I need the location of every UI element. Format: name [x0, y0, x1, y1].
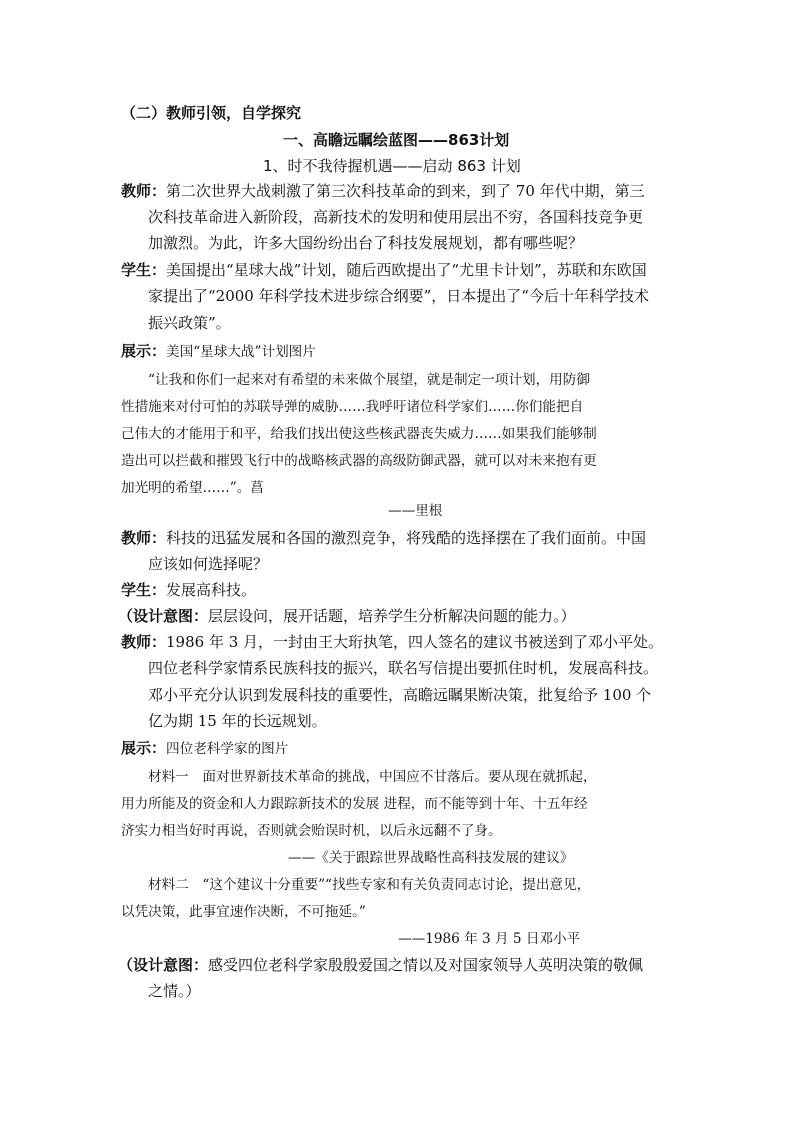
speaker-label: 展示： — [121, 342, 167, 360]
speaker-label: （设计意图： — [118, 956, 209, 974]
paragraph-line: 之情。） — [148, 982, 201, 1000]
quote-line: 造出可以拦截和摧毁飞行中的战略核武器的高级防御武器，就可以对未来抱有更 — [121, 453, 597, 469]
design-intent-1: （设计意图：层层设问，展开话题，培养学生分析解决问题的能力。） — [118, 607, 576, 625]
paragraph-line: 邓小平充分认识到发展科技的重要性，高瞻远瞩果断决策，批复给予 100 个 — [148, 686, 652, 704]
material-line: 用力所能及的资金和人力跟踪新技术的发展 进程，而不能等到十年、十五年经 — [121, 796, 588, 812]
material-source: ——1986 年 3 月 5 日邓小平 — [398, 931, 581, 947]
paragraph-teacher-2: 教师：科技的迅猛发展和各国的激烈竞争，将残酷的选择摆在了我们面前。中国 — [121, 529, 647, 547]
paragraph-line: 亿为期 15 年的长远规划。 — [148, 712, 327, 730]
paragraph-line: 振兴政策”。 — [148, 314, 231, 332]
material-line: 以凭决策，此事宜速作决断，不可拖延。” — [121, 904, 366, 920]
speaker-label: （设计意图： — [118, 607, 209, 625]
material-line: 材料一 面对世界新技术革命的挑战，中国应不甘落后。要从现在就抓起， — [148, 769, 597, 785]
paragraph-line: 四位老科学家情系民族科技的振兴，联名写信提出要抓住时机，发展高科技。 — [148, 659, 659, 677]
design-intent-2: （设计意图：感受四位老科学家殷殷爱国之情以及对国家领导人英明决策的敬佩 — [118, 956, 644, 974]
quote-line: 性措施来对付可怕的苏联导弹的威胁……我呼吁诸位科学家们……你们能把自 — [121, 399, 584, 415]
paragraph-line: 次科技革命进入新阶段，高新技术的发明和使用层出不穷，各国科技竞争更 — [148, 208, 644, 226]
paragraph-line: 应该如何选择呢？ — [148, 555, 269, 573]
paragraph-line: 家提出了“2000 年科学技术进步综合纲要”，日本提出了“今后十年科学技术 — [148, 287, 649, 305]
quote-attribution: ——里根 — [388, 503, 443, 519]
material-line: 材料二 “这个建议十分重要”“找些专家和有关负责同志讨论，提出意见， — [148, 877, 591, 893]
material-line: 济实力相当好时再说，否则就会贻误时机，以后永远翻不了身。 — [121, 823, 502, 839]
paragraph-student-2: 学生：发展高科技。 — [121, 581, 257, 599]
quote-line: 己伟大的才能用于和平，给我们找出使这些核武器丧失威力……如果我们能够制 — [121, 426, 597, 442]
paragraph-teacher-3: 教师：1986 年 3 月，一封由王大珩执笔，四人签名的建议书被送到了邓小平处。 — [121, 633, 664, 651]
paragraph-line: 加激烈。为此，许多大国纷纷出台了科技发展规划，都有哪些呢？ — [148, 234, 584, 252]
speaker-label: 教师： — [121, 529, 167, 547]
speaker-label: 学生： — [121, 261, 167, 279]
speaker-label: 展示： — [121, 739, 167, 757]
paragraph-show-1: 展示：美国“星球大战”计划图片 — [121, 342, 316, 360]
paragraph-show-2: 展示：四位老科学家的图片 — [121, 739, 289, 757]
speaker-label: 学生： — [121, 581, 167, 599]
paragraph-teacher-1: 教师：第二次世界大战刺激了第三次科技革命的到来，到了 70 年代中期，第三 — [121, 182, 645, 200]
speaker-label: 教师： — [121, 633, 167, 651]
quote-line: 加光明的希望……”。菖 — [121, 480, 264, 496]
speaker-label: 教师： — [121, 182, 167, 200]
section-heading: （二）教师引领，自学探究 — [121, 104, 302, 122]
material-source: ——《关于跟踪世界战略性高科技发展的建议》 — [288, 850, 574, 866]
paragraph-student-1: 学生：美国提出“星球大战”计划，随后西欧提出了“尤里卡计划”，苏联和东欧国 — [121, 261, 647, 279]
subtitle: 1、时不我待握机遇——启动 863 计划 — [263, 157, 521, 175]
main-title: 一、高瞻远瞩绘蓝图——863计划 — [283, 131, 510, 149]
quote-line: “让我和你们一起来对有希望的未来做个展望，就是制定一项计划，用防御 — [148, 372, 590, 388]
